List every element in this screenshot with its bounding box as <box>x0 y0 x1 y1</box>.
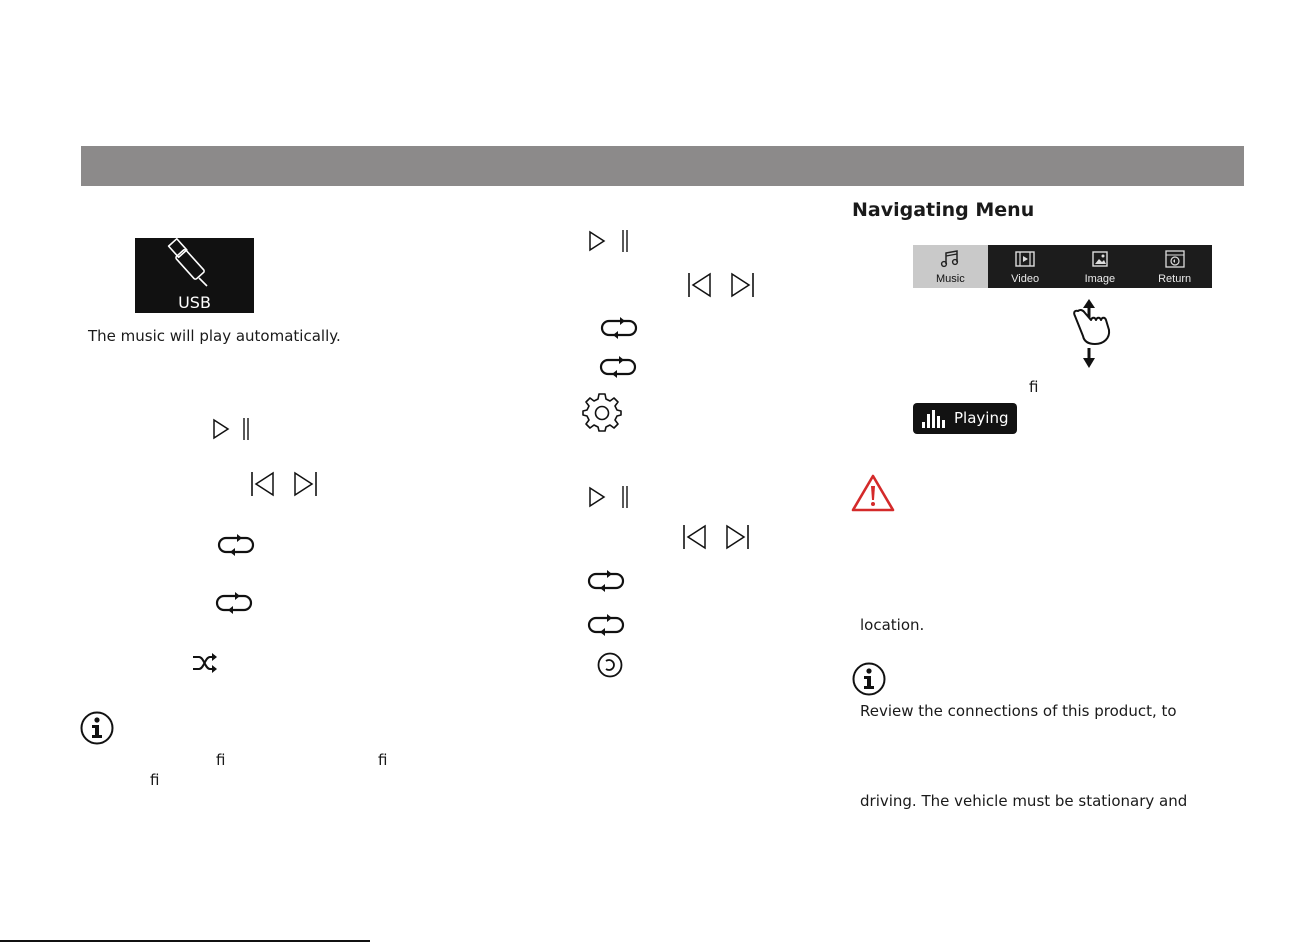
film-icon <box>1015 249 1035 269</box>
music-note-icon <box>940 249 960 269</box>
info-icon <box>852 662 886 696</box>
pause-icon <box>621 229 629 253</box>
image-icon <box>1090 249 1110 269</box>
previous-icon <box>250 471 276 497</box>
location-text: location. <box>860 616 925 634</box>
gear-icon <box>582 392 622 432</box>
return-icon <box>1165 249 1185 269</box>
ligature-fi: ﬁ <box>378 751 388 769</box>
menu-bar <box>913 245 1212 288</box>
ligature-fi: ﬁ <box>150 771 160 789</box>
ligature-fi: ﬁ <box>1029 378 1039 396</box>
menu-item-label: Music <box>936 273 965 285</box>
usb-plug-icon <box>169 242 215 288</box>
usb-label: USB <box>178 293 211 312</box>
playing-label: Playing <box>954 409 1009 427</box>
usb-tile <box>135 238 254 313</box>
next-icon <box>292 471 318 497</box>
next-icon <box>729 272 755 298</box>
header-bar <box>81 146 1244 186</box>
warning-triangle-icon <box>851 474 895 512</box>
review-text: Review the connections of this product, to <box>860 702 1177 720</box>
equalizer-icon <box>922 409 946 428</box>
repeat-icon <box>587 569 625 593</box>
repeat-icon <box>599 355 637 379</box>
repeat-icon <box>215 591 253 615</box>
play-icon <box>212 418 230 440</box>
menu-item-label: Return <box>1158 273 1192 285</box>
menu-item-label: Image <box>1084 273 1116 285</box>
section-heading: Navigating Menu <box>852 199 1035 221</box>
driving-text: driving. The vehicle must be stationary and <box>860 792 1188 810</box>
info-icon <box>80 711 114 745</box>
menu-item-label: Video <box>1011 273 1040 285</box>
play-icon <box>588 230 606 252</box>
shuffle-icon <box>192 652 218 674</box>
auto-play-text: The music will play automatically. <box>88 327 341 345</box>
repeat-icon <box>600 316 638 340</box>
repeat-icon <box>587 613 625 637</box>
pause-icon <box>242 417 250 441</box>
pause-icon <box>621 485 629 509</box>
menu-item-image[interactable] <box>1063 245 1138 288</box>
menu-item-video[interactable] <box>988 245 1063 288</box>
menu-item-music[interactable] <box>913 245 988 288</box>
ligature-fi: ﬁ <box>216 751 226 769</box>
previous-icon <box>682 524 708 550</box>
power-icon <box>597 652 623 678</box>
previous-icon <box>687 272 713 298</box>
repeat-icon <box>217 533 255 557</box>
next-icon <box>724 524 750 550</box>
play-icon <box>588 486 606 508</box>
menu-item-return[interactable] <box>1137 245 1212 288</box>
playing-badge <box>913 403 1017 434</box>
swipe-hand-icon <box>1068 298 1116 370</box>
